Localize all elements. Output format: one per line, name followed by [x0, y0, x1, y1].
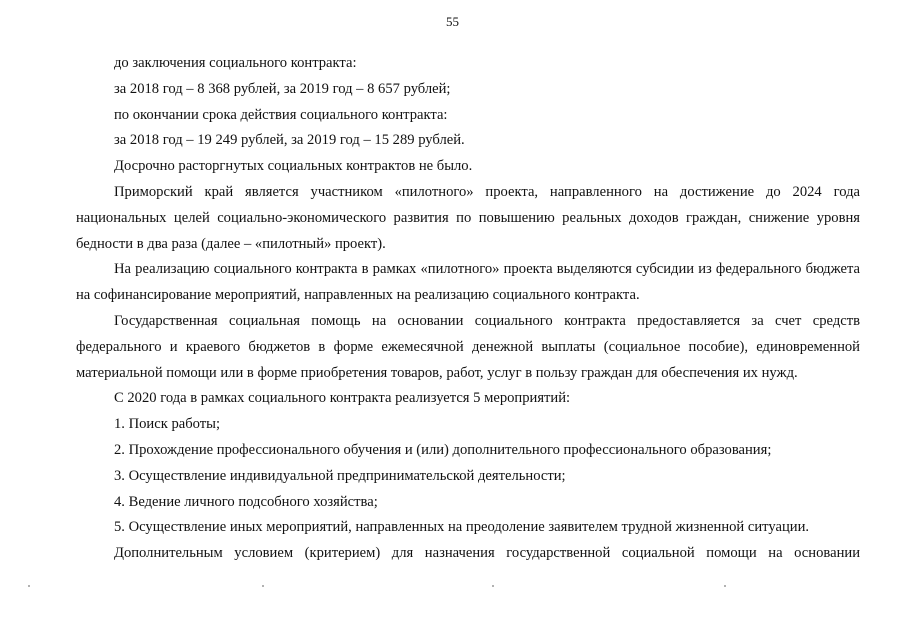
- paragraph: до заключения социального контракта:: [114, 55, 357, 71]
- paragraph: Приморский край является участником «пилотного» проекта, направленного на достижение до 2024 года национальных целей социально-экономического развития по повышению реальных доходов граждан, снижение уровня бедности в два раза (далее – «пилотный» проект).: [76, 183, 860, 252]
- page-number: 55: [446, 14, 459, 29]
- list-item: 1. Поиск работы;: [114, 416, 220, 433]
- paragraph: по окончании срока действия социального контракта:: [114, 106, 448, 123]
- paragraph: за 2018 год – 19 249 рублей, за 2019 год – 15 289 рублей.: [114, 132, 465, 149]
- paragraph: Государственная социальная помощь на основании социального контракта предоставляется за счет средств федерального и краевого бюджетов в форме ежемесячной денежной выплаты (социальное пособие), единовременной материальной помощи или в форме приобретения товаров, работ, услуг в пользу граждан для обеспечения их нужд.: [76, 312, 860, 381]
- list-item: 5. Осуществление иных мероприятий, направленных на преодоление заявителем трудной жизненной ситуации.: [114, 519, 810, 536]
- paragraph: Досрочно расторгнутых социальных контрактов не было.: [114, 158, 473, 175]
- paragraph: На реализацию социального контракта в рамках «пилотного» проекта выделяются субсидии из федерального бюджета на софинансирование мероприятий, направленных на реализацию социального контракта.: [76, 261, 860, 304]
- list-item: 3. Осуществление индивидуальной предпринимательской деятельности;: [114, 467, 566, 484]
- paragraph: С 2020 года в рамках социального контракта реализуется 5 мероприятий:: [114, 390, 571, 407]
- scan-dot: [492, 585, 494, 587]
- document-body: [76, 51, 860, 567]
- scan-dot: [262, 585, 264, 587]
- scan-dot: [724, 585, 726, 587]
- paragraph: Дополнительным условием (критерием) для назначения государственной социальной помощи на основании: [114, 545, 860, 562]
- scan-dot: [28, 585, 30, 587]
- list-item: 4. Ведение личного подсобного хозяйства;: [114, 493, 378, 510]
- list-item: 2. Прохождение профессионального обучения и (или) дополнительного профессионального образования;: [114, 441, 772, 458]
- paragraph: за 2018 год – 8 368 рублей, за 2019 год – 8 657 рублей;: [114, 80, 451, 97]
- scan-dots: [0, 585, 905, 595]
